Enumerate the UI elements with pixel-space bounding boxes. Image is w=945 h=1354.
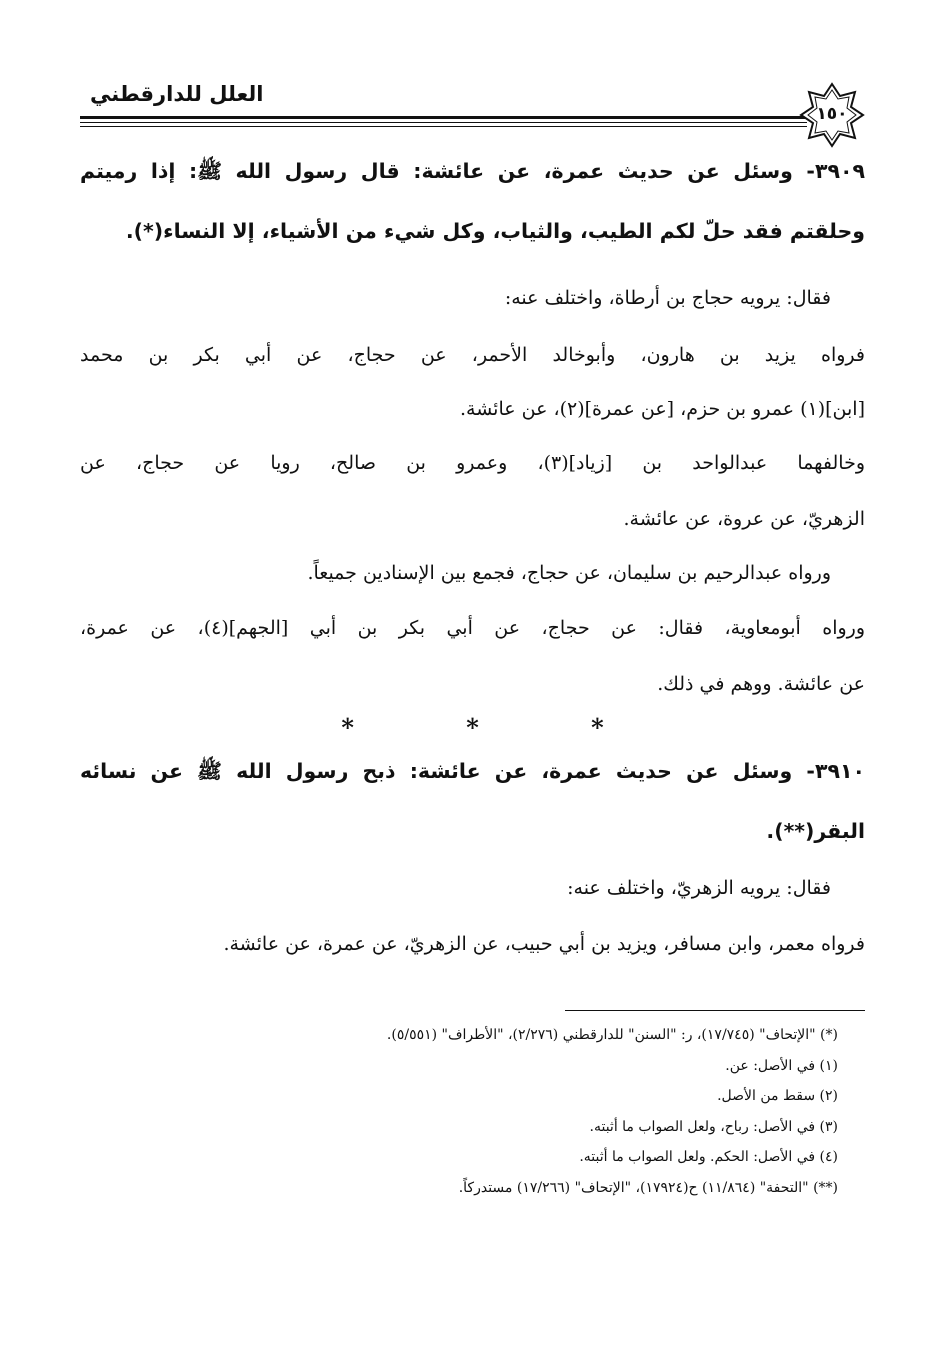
header-rule-thin (80, 126, 807, 127)
entry-heading-cont: وحلقتم فقد حلّ لكم الطيب، والثياب، وكل شيء من الأشياء، إلا النساء(*). (125, 219, 865, 243)
footnote: (٢) سقط من الأصل. (717, 1088, 838, 1104)
entry-3909 (80, 156, 865, 697)
entry-heading: ٣٩١٠- وسئل عن حديث عمرة، عن عائشة: ذبح رسول الله ﷺ عن نسائه (80, 759, 865, 783)
paragraph-cont: عن عائشة. ووهم في ذلك. (657, 673, 865, 695)
footnote: (*) "الإتحاف" (١٧/٧٤٥)، ر: "السنن" للدارقطني (٢/٢٧٦)، "الأطراف" (٥/٥٥١). (386, 1027, 838, 1043)
paragraph: فقال: يرويه الزهريّ، واختلف عنه: (567, 877, 831, 899)
page-header (80, 80, 865, 130)
paragraph: فقال: يرويه حجاج بن أرطاة، واختلف عنه: (504, 287, 831, 309)
page-number: ١٥٠ (816, 104, 848, 124)
footnote-divider (565, 1010, 865, 1011)
footnote: (٤) في الأصل: الحكم. ولعل الصواب ما أثبته. (579, 1149, 838, 1165)
footnote: (١) في الأصل: عن. (725, 1057, 838, 1074)
paragraph: فرواه معمر، وابن مسافر، ويزيد بن أبي حبيب، عن الزهريّ، عن عمرة، عن عائشة. (223, 933, 865, 955)
paragraph: ورواه عبدالرحيم بن سليمان، عن حجاج، فجمع بين الإسنادين جميعاً. (307, 562, 831, 584)
footnotes (80, 1026, 838, 1209)
running-title: العلل للدارقطني (90, 82, 264, 106)
paragraph: ورواه أبومعاوية، فقال: عن حجاج، عن أبي بكر بن أبي [الجهم](٤)، عن عمرة، (80, 617, 865, 639)
header-rule-thin (80, 122, 807, 123)
footnote: (**) "التحفة" (١١/٨٦٤) ح(١٧٩٢٤)، "الإتحاف" (١٧/٢٦٦) مستدركاً. (458, 1179, 838, 1196)
entry-heading-cont: البقر(**). (766, 819, 865, 843)
paragraph-cont: [ابن](١) عمرو بن حزم، [عن عمرة](٢)، عن عائشة. (460, 398, 865, 420)
header-rule (80, 116, 807, 119)
paragraph: فرواه يزيد بن هارون، وأبوخالد الأحمر، عن حجاج، عن أبي بكر بن محمد (80, 344, 865, 366)
entry-3910 (80, 756, 865, 957)
section-separator: * * * (341, 713, 656, 742)
paragraph: وخالفهما عبدالواحد بن [زياد](٣)، وعمرو بن صالح، رويا عن حجاج، عن (80, 452, 866, 474)
page-number-star-ornament (799, 82, 865, 148)
footnote: (٣) في الأصل: رباح، ولعل الصواب ما أثبته. (589, 1118, 838, 1135)
paragraph-cont: الزهريّ، عن عروة، عن عائشة. (623, 508, 865, 530)
main-text (80, 150, 865, 957)
entry-heading: ٣٩٠٩- وسئل عن حديث عمرة، عن عائشة: قال رسول الله ﷺ: إذا رميتم (80, 159, 865, 183)
